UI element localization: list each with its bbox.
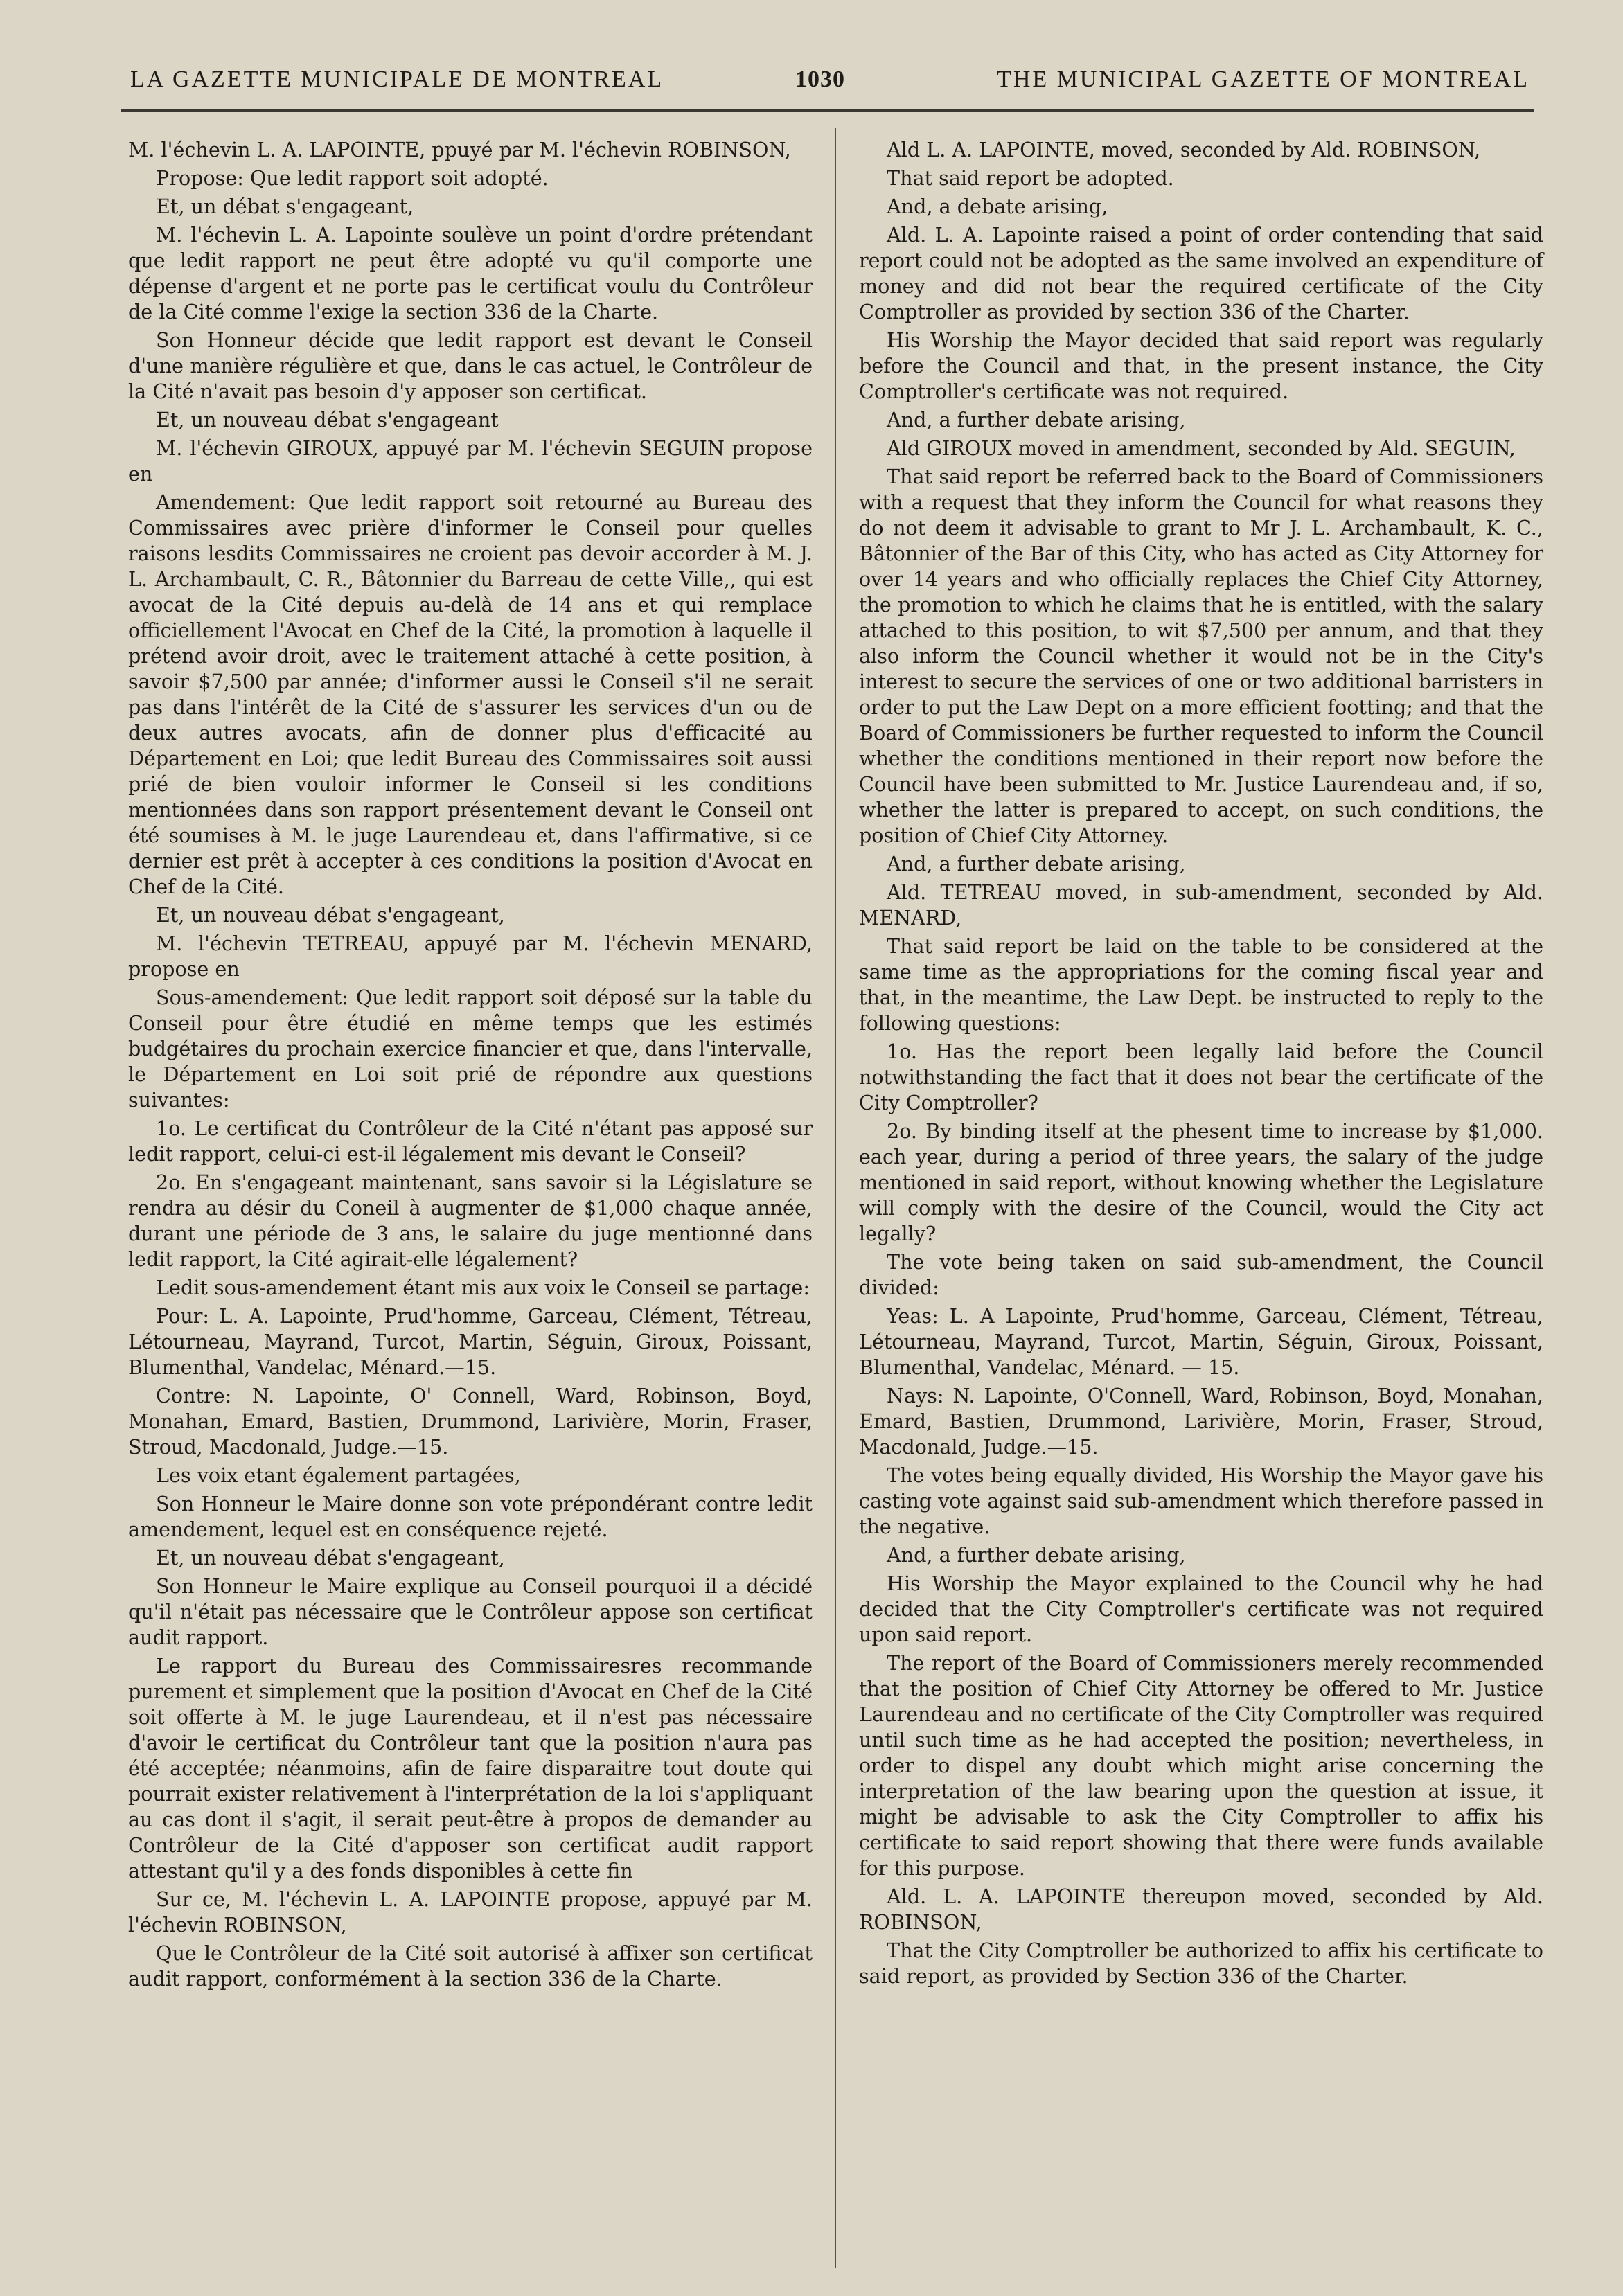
paragraph: Et, un nouveau débat s'engageant (156, 408, 499, 431)
paragraph: Contre: N. Lapointe, O' Connell, Ward, Robinson, Boyd, Monahan, Emard, Bastien, Drummond, Larivière, Morin, Fraser, Stroud, Macdonald, Judge.—15. (128, 1384, 813, 1459)
paragraph: M. l'échevin L. A. Lapointe soulève un point d'ordre prétendant que ledit rapport ne peut être adopté vu qu'il comporte une dépense d'argent et ne porte pas le certificat voulu du Contrôleur de la Cité comme l'exige la section 336 de la Charte. (128, 223, 813, 323)
paragraph: And, a debate arising, (887, 195, 1108, 218)
paragraph: His Worship the Mayor explained to the Council why he had decided that the City Comptroller's certificate was not required upon said report. (859, 1572, 1543, 1646)
paragraph: Propose: Que ledit rapport soit adopté. (156, 166, 549, 190)
paragraph: Et, un nouveau débat s'engageant, (156, 903, 505, 927)
paragraph: And, a further debate arising, (887, 1543, 1186, 1567)
header-english-title: THE MUNICIPAL GAZETTE OF MONTREAL (997, 66, 1529, 92)
paragraph: His Worship the Mayor decided that said report was regularly before the Council and that, in the present instance, the City Comptroller's certificate was not required. (859, 328, 1543, 403)
paragraph: Et, un nouveau débat s'engageant, (156, 1546, 505, 1569)
paragraph: And, a further debate arising, (887, 408, 1186, 431)
paragraph: Son Honneur le Maire donne son vote prépondérant contre ledit amendement, lequel est en conséquence rejeté. (128, 1492, 813, 1541)
page-header (130, 61, 1529, 109)
paragraph: Sur ce, M. l'échevin L. A. LAPOINTE propose, appuyé par M. l'échevin ROBINSON, (128, 1887, 813, 1937)
paragraph: Ald. TETREAU moved, in sub-amendment, seconded by Ald. MENARD, (859, 880, 1543, 929)
paragraph: That said report be laid on the table to be considered at the same time as the appropriations for the coming fiscal year and that, in the meantime, the Law Dept. be instructed to reply to the following questions: (859, 934, 1543, 1035)
header-french-title: LA GAZETTE MUNICIPALE DE MONTREAL (130, 66, 664, 92)
paragraph: Ledit sous-amendement étant mis aux voix le Conseil se partage: (156, 1276, 810, 1299)
paragraph: Ald. L. A. Lapointe raised a point of order contending that said report could not be adopted as the same involved an expenditure of money and did not bear the required certificate of the City Comptroller as provided by section 336 of the Charter. (859, 223, 1543, 323)
paragraph: Son Honneur décide que ledit rapport est devant le Conseil d'une manière régulière et que, dans le cas actuel, le Contrôleur de la Cité n'avait pas besoin d'y apposer son certificat. (128, 328, 813, 403)
paragraph: That said report be referred back to the Board of Commissioners with a request that they inform the Council for what reasons they do not deem it advisable to grant to Mr J. L. Archambault, K. C., Bâtonnier of the Bar of this City, who has acted as City Attorney for over 14 years and who officially replaces the Chief City Attorney, the promotion to which he claims that he is entitled, with the salary attached to this position, to wit $7,500 per annum, and that they also inform the Council whether it would not be in the City's interest to secure the services of one or two additional barristers in order to put the Law Dept on a more efficient footting; and that the Board of Commissioners be further requested to inform the Council whether the conditions mentioned in their report now before the Council have been submitted to Mr. Justice Laurendeau and, if so, whether the latter is prepared to accept, on such conditions, the position of Chief City Attorney. (859, 465, 1543, 847)
paragraph: Ald. L. A. LAPOINTE thereupon moved, seconded by Ald. ROBINSON, (859, 1885, 1543, 1934)
paragraph: Pour: L. A. Lapointe, Prud'homme, Garceau, Clément, Tétreau, Létourneau, Mayrand, Turcot, Martin, Séguin, Giroux, Poissant, Blumenthal, Vandelac, Ménard.—15. (128, 1304, 813, 1379)
english-column (859, 137, 1543, 1992)
paragraph: Que le Contrôleur de la Cité soit autorisé à affixer son certificat audit rapport, conformément à la section 336 de la Charte. (128, 1941, 813, 1991)
paragraph: Amendement: Que ledit rapport soit retourné au Bureau des Commissaires avec prière d'informer le Conseil pour quelles raisons lesdits Commissaires ne croient pas devoir accorder à M. J. L. Archambault, C. R., Bâtonnier du Barreau de cette Ville,, qui est avocat de la Cité depuis au-delà de 14 ans et qui remplace officiellement l'Avocat en Chef de la Cité, la promotion à laquelle il prétend avoir droit, avec le traitement attaché à cette position, à savoir $7,500 par année; d'informer aussi le Conseil s'il ne serait pas dans l'intérêt de la Cité de s'assurer les services d'un ou de deux autres avocats, afin de donner plus d'efficacité au Département en Loi; que ledit Bureau des Commissaires soit aussi prié de bien vouloir informer le Conseil si les conditions mentionnées dans son rapport présentement devant le Conseil ont été soumises à M. le juge Laurendeau et, dans l'affirmative, si ce dernier est prêt à accepter à ces conditions la position d'Avocat en Chef de la Cité. (128, 490, 813, 898)
paragraph: The votes being equally divided, His Worship the Mayor gave his casting vote against said sub-amendment which therefore passed in the negative. (859, 1463, 1543, 1538)
paragraph: The report of the Board of Commissioners merely recommended that the position of Chief City Attorney be offered to Mr. Justice Laurendeau and no certificate of the City Comptroller was required until such time as he had accepted the position; nevertheless, in order to dispel any doubt which might arise concerning the interpretation of the law bearing upon the question at issue, it might be advisable to ask the City Comptroller to affix his certificate to said report showing that there were funds available for this purpose. (859, 1651, 1543, 1880)
paragraph: M. l'échevin TETREAU, appuyé par M. l'échevin MENARD, propose en (128, 932, 813, 981)
paragraph: 2o. By binding itself at the phesent time to increase by $1,000. each year, during a period of three years, the salary of the judge mentioned in said report, without knowing whether the Legislature will comply with the desire of the Council, would the City act legally? (859, 1119, 1543, 1245)
paragraph: Yeas: L. A Lapointe, Prud'homme, Garceau, Clément, Tétreau, Létourneau, Mayrand, Turcot, Martin, Séguin, Giroux, Poissant, Blumenthal, Vandelac, Ménard. — 15. (859, 1304, 1543, 1379)
paragraph: 1o. Le certificat du Contrôleur de la Cité n'étant pas apposé sur ledit rapport, celui-ci est-il légalement mis devant le Conseil? (128, 1116, 813, 1166)
french-column (128, 137, 813, 1995)
paragraph: Nays: N. Lapointe, O'Connell, Ward, Robinson, Boyd, Monahan, Emard, Bastien, Drummond, Larivière, Morin, Fraser, Stroud, Macdonald, Judge.—15. (859, 1384, 1543, 1459)
paragraph: Ald L. A. LAPOINTE, moved, seconded by Ald. ROBINSON, (887, 138, 1481, 161)
paragraph: Sous-amendement: Que ledit rapport soit déposé sur la table du Conseil pour être étudié en même temps que les estimés budgétaires du prochain exercice financier et que, dans l'intervalle, le Département en Loi soit prié de répondre aux questions suivantes: (128, 986, 813, 1112)
paragraph: Ald GIROUX moved in amendment, seconded by Ald. SEGUIN, (887, 436, 1516, 460)
column-divider (835, 128, 836, 2268)
paragraph: That said report be adopted. (887, 166, 1174, 190)
paragraph: 2o. En s'engageant maintenant, sans savoir si la Législature se rendra au désir du Coneil à augmenter de $1,000 chaque année, durant une période de 3 ans, le salaire du juge mentionné dans ledit rapport, la Cité agirait-elle légalement? (128, 1171, 813, 1271)
paragraph: That the City Comptroller be authorized to affix his certificate to said report, as provided by Section 336 of the Charter. (859, 1939, 1543, 1988)
paragraph: M. l'échevin GIROUX, appuyé par M. l'échevin SEGUIN propose en (128, 436, 813, 486)
paragraph: Le rapport du Bureau des Commissairesres recommande purement et simplement que la position d'Avocat en Chef de la Cité soit offerte à M. le juge Laurendeau, et il n'est pas nécessaire d'avoir le certificat du Contrôleur tant que la position n'aura pas été acceptée; néanmoins, afin de faire disparaitre tout doute qui pourrait exister relativement à l'interprétation de la loi s'appliquant au cas dont il s'agit, il serait peut-être à propos de demander au Contrôleur de la Cité d'apposer son certificat audit rapport attestant qu'il y a des fonds disponibles à cette fin (128, 1654, 813, 1883)
paragraph: The vote being taken on said sub-amendment, the Council divided: (859, 1250, 1543, 1299)
paragraph: Et, un débat s'engageant, (156, 195, 414, 218)
paragraph: Son Honneur le Maire explique au Conseil pourquoi il a décidé qu'il n'était pas nécessaire que le Contrôleur appose son certificat audit rapport. (128, 1574, 813, 1649)
paragraph: M. l'échevin L. A. LAPOINTE, ppuyé par M. l'échevin ROBINSON, (128, 138, 791, 161)
paragraph: Les voix etant également partagées, (156, 1463, 521, 1487)
paragraph: And, a further debate arising, (887, 852, 1186, 875)
page-number: 1030 (795, 66, 845, 92)
header-rule (121, 109, 1534, 112)
paragraph: 1o. Has the report been legally laid before the Council notwithstanding the fact that it does not bear the certificate of the City Comptroller? (859, 1040, 1543, 1114)
